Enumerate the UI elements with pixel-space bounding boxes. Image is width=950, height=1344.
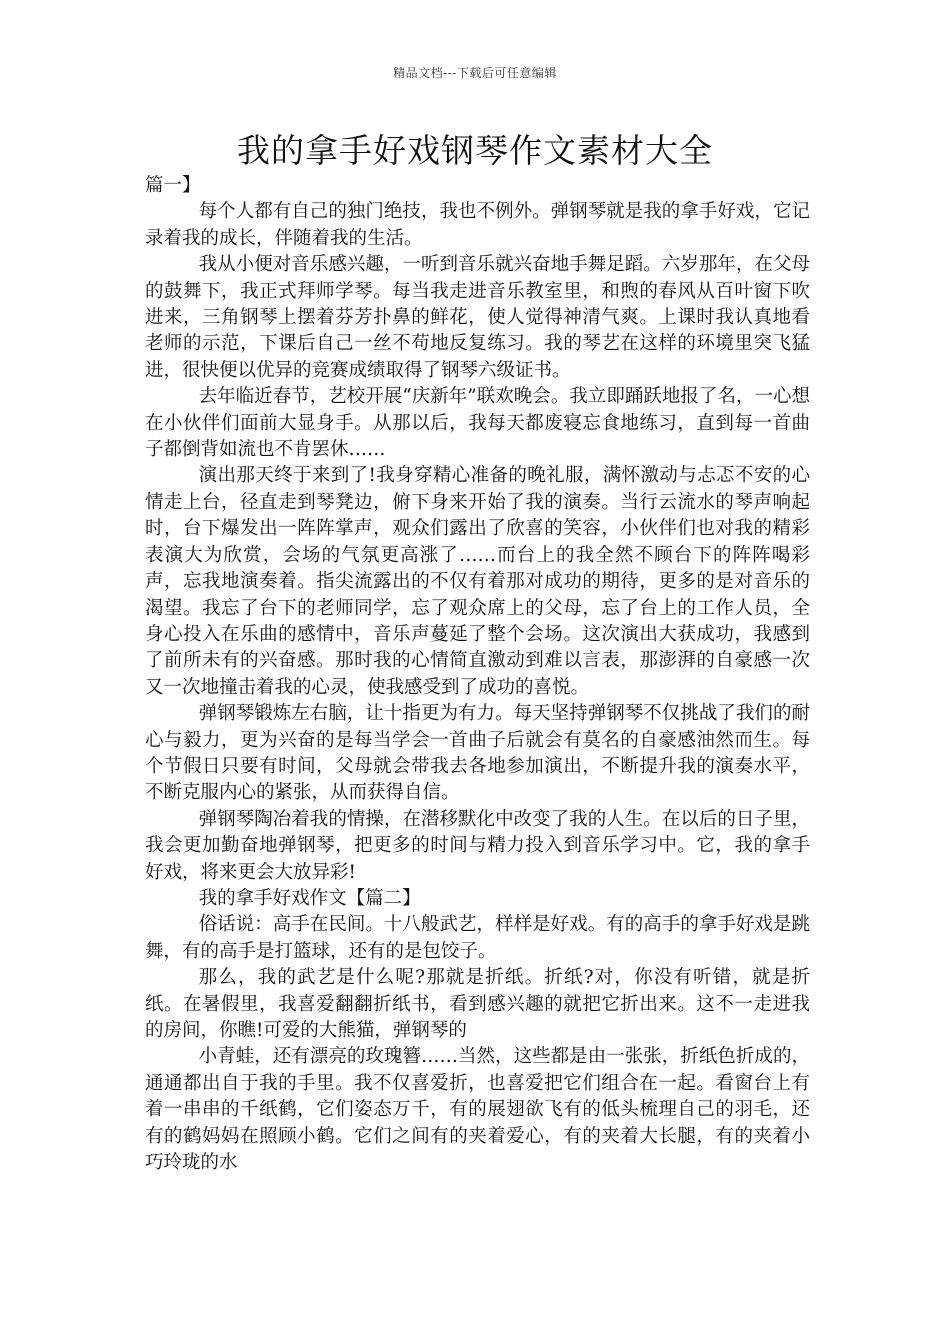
document-title: 我的拿手好戏钢琴作文素材大全 xyxy=(237,131,713,170)
section-label: 篇一】 xyxy=(145,175,201,196)
paragraph: 每个人都有自己的独门绝技，我也不例外。弹钢琴就是我的拿手好戏，它记录着我的成长，伴随着我的生活。 xyxy=(145,201,810,249)
document-body xyxy=(145,173,810,1176)
paragraph: 那么，我的武艺是什么呢?那就是折纸。折纸?对，你没有听错，就是折纸。在暑假里，我喜爱翻翻折纸书，看到感兴趣的就把它折出来。这不一走进我的房间，你瞧!可爱的大熊猫，弹钢琴的 xyxy=(145,967,810,1041)
paragraph: 小青蛙，还有漂亮的玫瑰簪……当然，这些都是由一张张，折纸色折成的，通通都出自于我的手里。我不仅喜爱折，也喜爱把它们组合在一起。看窗台上有着一串串的千纸鹤，它们姿态万千，有的展翅欲飞有的低头梳理自己的羽毛，还有的鹤妈妈在照顾小鹤。它们之间有的夹着爱心，有的夹着大长腿，有的夹着小巧玲珑的水 xyxy=(145,1046,810,1174)
paragraph: 演出那天终于来到了!我身穿精心准备的晚礼服，满怀激动与忐忑不安的心情走上台，径直走到琴凳边，俯下身来开始了我的演奏。当行云流水的琴声响起时，台下爆发出一阵阵掌声，观众们露出了欣喜的笑容，小伙伴们也对我的精彩表演大为欣赏，会场的气氛更高涨了……而台上的我全然不顾台下的阵阵喝彩声，忘我地演奏着。指尖流露出的不仅有着那对成功的期待，更多的是对音乐的渴望。我忘了台下的老师同学，忘了观众席上的父母，忘了台上的工作人员，全身心投入在乐曲的感情中，音乐声蔓延了整个会场。这次演出大获成功，我感到了前所未有的兴奋感。那时我的心情简直激动到难以言表，那澎湃的自豪感一次又一次地撞击着我的心灵，使我感受到了成功的喜悦。 xyxy=(145,465,810,698)
header-note: 精品文档---下载后可任意编辑 xyxy=(393,66,557,80)
paragraph: 俗话说：高手在民间。十八般武艺，样样是好戏。有的高手的拿手好戏是跳舞，有的高手是打篮球，还有的是包饺子。 xyxy=(145,914,810,962)
section-heading: 我的拿手好戏作文【篇二】 xyxy=(198,887,421,909)
paragraph: 弹钢琴锻炼左右脑，让十指更为有力。每天坚持弹钢琴不仅挑战了我们的耐心与毅力，更为兴奋的是每当学会一首曲子后就会有莫名的自豪感油然而生。每个节假日只要有时间，父母就会带我去各地参加演出，不断提升我的演奏水平，不断克服内心的紧张，从而获得自信。 xyxy=(145,703,810,804)
paragraph: 我从小便对音乐感兴趣，一听到音乐就兴奋地手舞足蹈。六岁那年，在父母的鼓舞下，我正式拜师学琴。每当我走进音乐教室里，和煦的春风从百叶窗下吹进来，三角钢琴上摆着芬芳扑鼻的鲜花，使人觉得神清气爽。上课时我认真地看老师的示范，下课后自己一丝不苟地反复练习。我的琴艺在这样的环境里突飞猛进，很快便以优异的竞赛成绩取得了钢琴六级证书。 xyxy=(145,254,810,381)
paragraph: 去年临近春节，艺校开展“庆新年”联欢晚会。我立即踊跃地报了名，一心想在小伙伴们面前大显身手。从那以后，我每天都废寝忘食地练习，直到每一首曲子都倒背如流也不肯罢休…… xyxy=(145,386,810,461)
paragraph: 弹钢琴陶冶着我的情操，在潜移默化中改变了我的人生。在以后的日子里，我会更加勤奋地弹钢琴，把更多的时间与精力投入到音乐学习中。它，我的拿手好戏，将来更会大放异彩! xyxy=(145,808,810,883)
